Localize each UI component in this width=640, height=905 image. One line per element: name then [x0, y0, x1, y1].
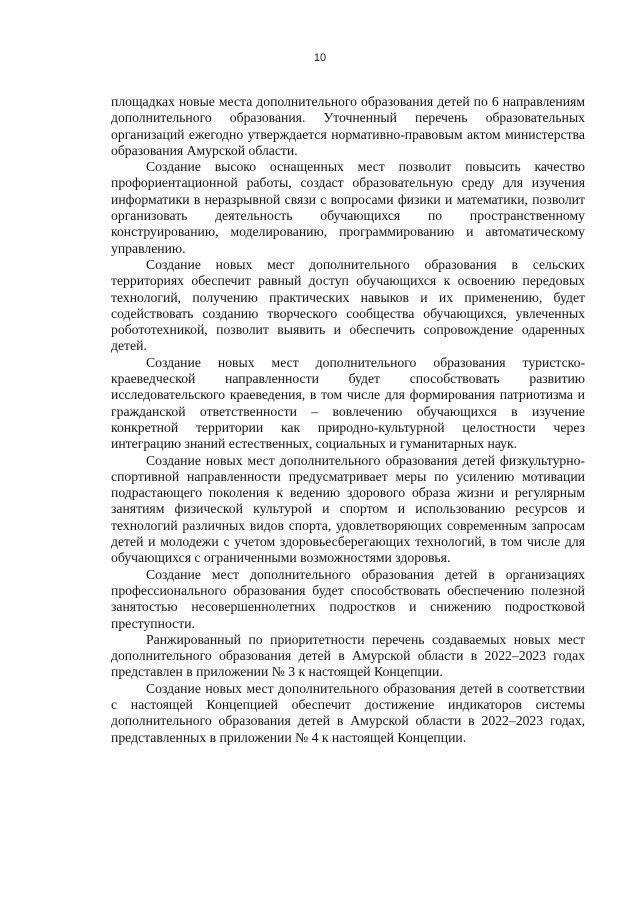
paragraph-2: Создание высоко оснащенных мест позволит повысить качество профориентационной работы, создаст образовательную среду для изучения информатики в неразрывной связи с вопросами физики и математики, позволит организовать деятельность обучающихся по пространственному конструированию, моделированию, программированию и автоматическому управлению. — [111, 159, 585, 256]
paragraph-4: Создание новых мест дополнительного образования туристско-краеведческой направленности будет способствовать развитию исследовательского краеведения, в том числе для формирования патриотизма и гражданской ответственности – вовлечению обучающихся в изучение конкретной территории как природно-культурной целостности через интеграцию знаний естественных, социальных и гуманитарных наук. — [111, 354, 585, 452]
paragraph-6: Создание мест дополнительного образования детей в организациях профессионального образования будет способствовать обеспечению полезной занятостью несовершеннолетних подростков и снижению подростковой преступности. — [111, 566, 585, 631]
paragraph-5: Создание новых мест дополнительного образования детей физкультурно-спортивной направленности предусматривает меры по усилению мотивации подрастающего поколения к ведению здорового образа жизни и регулярным занятиям физической культурой и спортом и использованию ресурсов и технологий различных видов спорта, удовлетворяющих современным запросам детей и молодежи с учетом здоровьесберегающих технологий, в том числе для обучающихся с ограниченными возможностями здоровья. — [111, 452, 585, 566]
page-number: 10 — [313, 52, 327, 64]
paragraph-1: площадках новые места дополнительного образования детей по 6 направлениям дополнительного образования. Уточненный перечень образовательных организаций ежегодно утверждается нормативно-правовым актом министерства образования Амурской области. — [111, 94, 585, 158]
paragraph-3: Создание новых мест дополнительного образования в сельских территориях обеспечит равный доступ обучающихся к освоению передовых технологий, получению практических навыков и их применению, будет содействовать созданию творческого сообщества обучающихся, увлеченных робототехникой, позволит выявить и обеспечить сопровождение одаренных детей. — [111, 256, 585, 354]
paragraph-8: Создание новых мест дополнительного образования детей в соответствии с настоящей Концепцией обеспечит достижение индикаторов системы дополнительного образования детей в Амурской области в 2022–2023 годах, представленных в приложении № 4 к настоящей Концепции. — [111, 680, 585, 745]
paragraph-7: Ранжированный по приоритетности перечень создаваемых новых мест дополнительного образования детей в Амурской области в 2022–2023 годах представлен в приложении № 3 к настоящей Концепции. — [111, 631, 585, 680]
body-text — [111, 94, 585, 746]
